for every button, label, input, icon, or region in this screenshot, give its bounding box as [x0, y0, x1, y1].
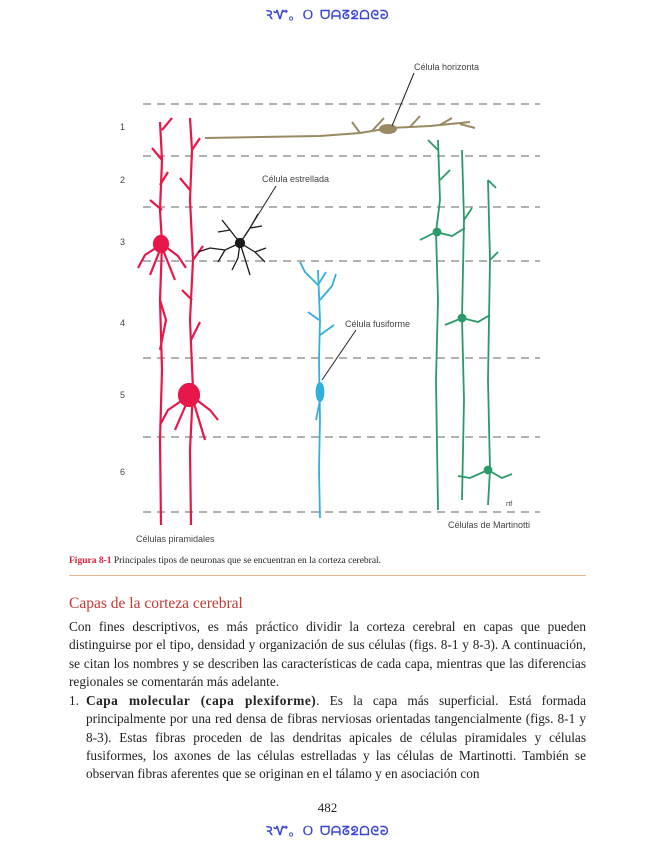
- label-pyramidal-cells: Células piramidales: [136, 534, 215, 544]
- intro-paragraph: Con fines descriptivos, es más práctico dividir la corteza cerebral en capas que pueden distinguirse por el tipo, densidad y organización de sus células (figs. 8-1 y 8-3). A continuación, se citan los nombres y se describen las características de cada capa, mientras que las diferencias regionales se comentarán más adelante.: [69, 619, 586, 689]
- figure-caption-text: Principales tipos de neuronas que se encuentran en la corteza cerebral.: [113, 556, 382, 566]
- watermark-bottom: ꝚᏉ。Ｏ ᗜᗩᘔᘖᗝᘓᘒ: [265, 824, 390, 838]
- layer-number-6: 6: [120, 467, 126, 477]
- label-stellate-cell: Célula estrellada: [262, 174, 330, 184]
- list-item-term: Capa molecular (capa plexiforme): [86, 693, 317, 708]
- caption-divider: [69, 575, 586, 576]
- watermark-top: ꝚᏉ。Ｏ ᗜᗩᘔᘖᗝᘓᘒ: [265, 8, 390, 22]
- stellate-cell: [198, 214, 266, 275]
- layer-number-5: 5: [120, 390, 126, 400]
- layer-number-1: 1: [120, 122, 126, 132]
- list-item-text: . Es la capa más superficial. Está formada principalmente por una red densa de fibras nerviosas orientadas tangencialmente (figs. 8-1 y 8-3). Estas fibras proceden de las dendritas apicales de células piramidales y células fusiformes, los axones de las células estrelladas y las células de Martinotti. También se observan fibras aferentes que se originan en el tálamo y en asociación con: [86, 693, 586, 782]
- page-number: 482: [317, 800, 338, 815]
- label-fusiform-cell: Célula fusiforme: [345, 319, 411, 329]
- section-title: Capas de la corteza cerebral: [69, 595, 243, 612]
- label-martinotti-cells: Células de Martinotti: [448, 520, 531, 530]
- layer-number-2: 2: [120, 175, 126, 185]
- label-horizontal-cell: Célula horizonta: [414, 62, 480, 72]
- layer-number-3: 3: [120, 237, 126, 247]
- list-item-number: 1.: [69, 693, 79, 708]
- layer-lines: [143, 104, 540, 512]
- figure-caption: [69, 556, 589, 566]
- figure-caption-label: Figura 8-1: [69, 556, 112, 566]
- artist-signature: rtf: [506, 501, 513, 508]
- horizontal-cell: [205, 116, 475, 138]
- layer-number-4: 4: [120, 318, 126, 328]
- martinotti-cells: [420, 140, 512, 510]
- fusiform-cell: [300, 262, 336, 518]
- pyramidal-cells: [138, 118, 218, 525]
- list-item: [69, 692, 586, 783]
